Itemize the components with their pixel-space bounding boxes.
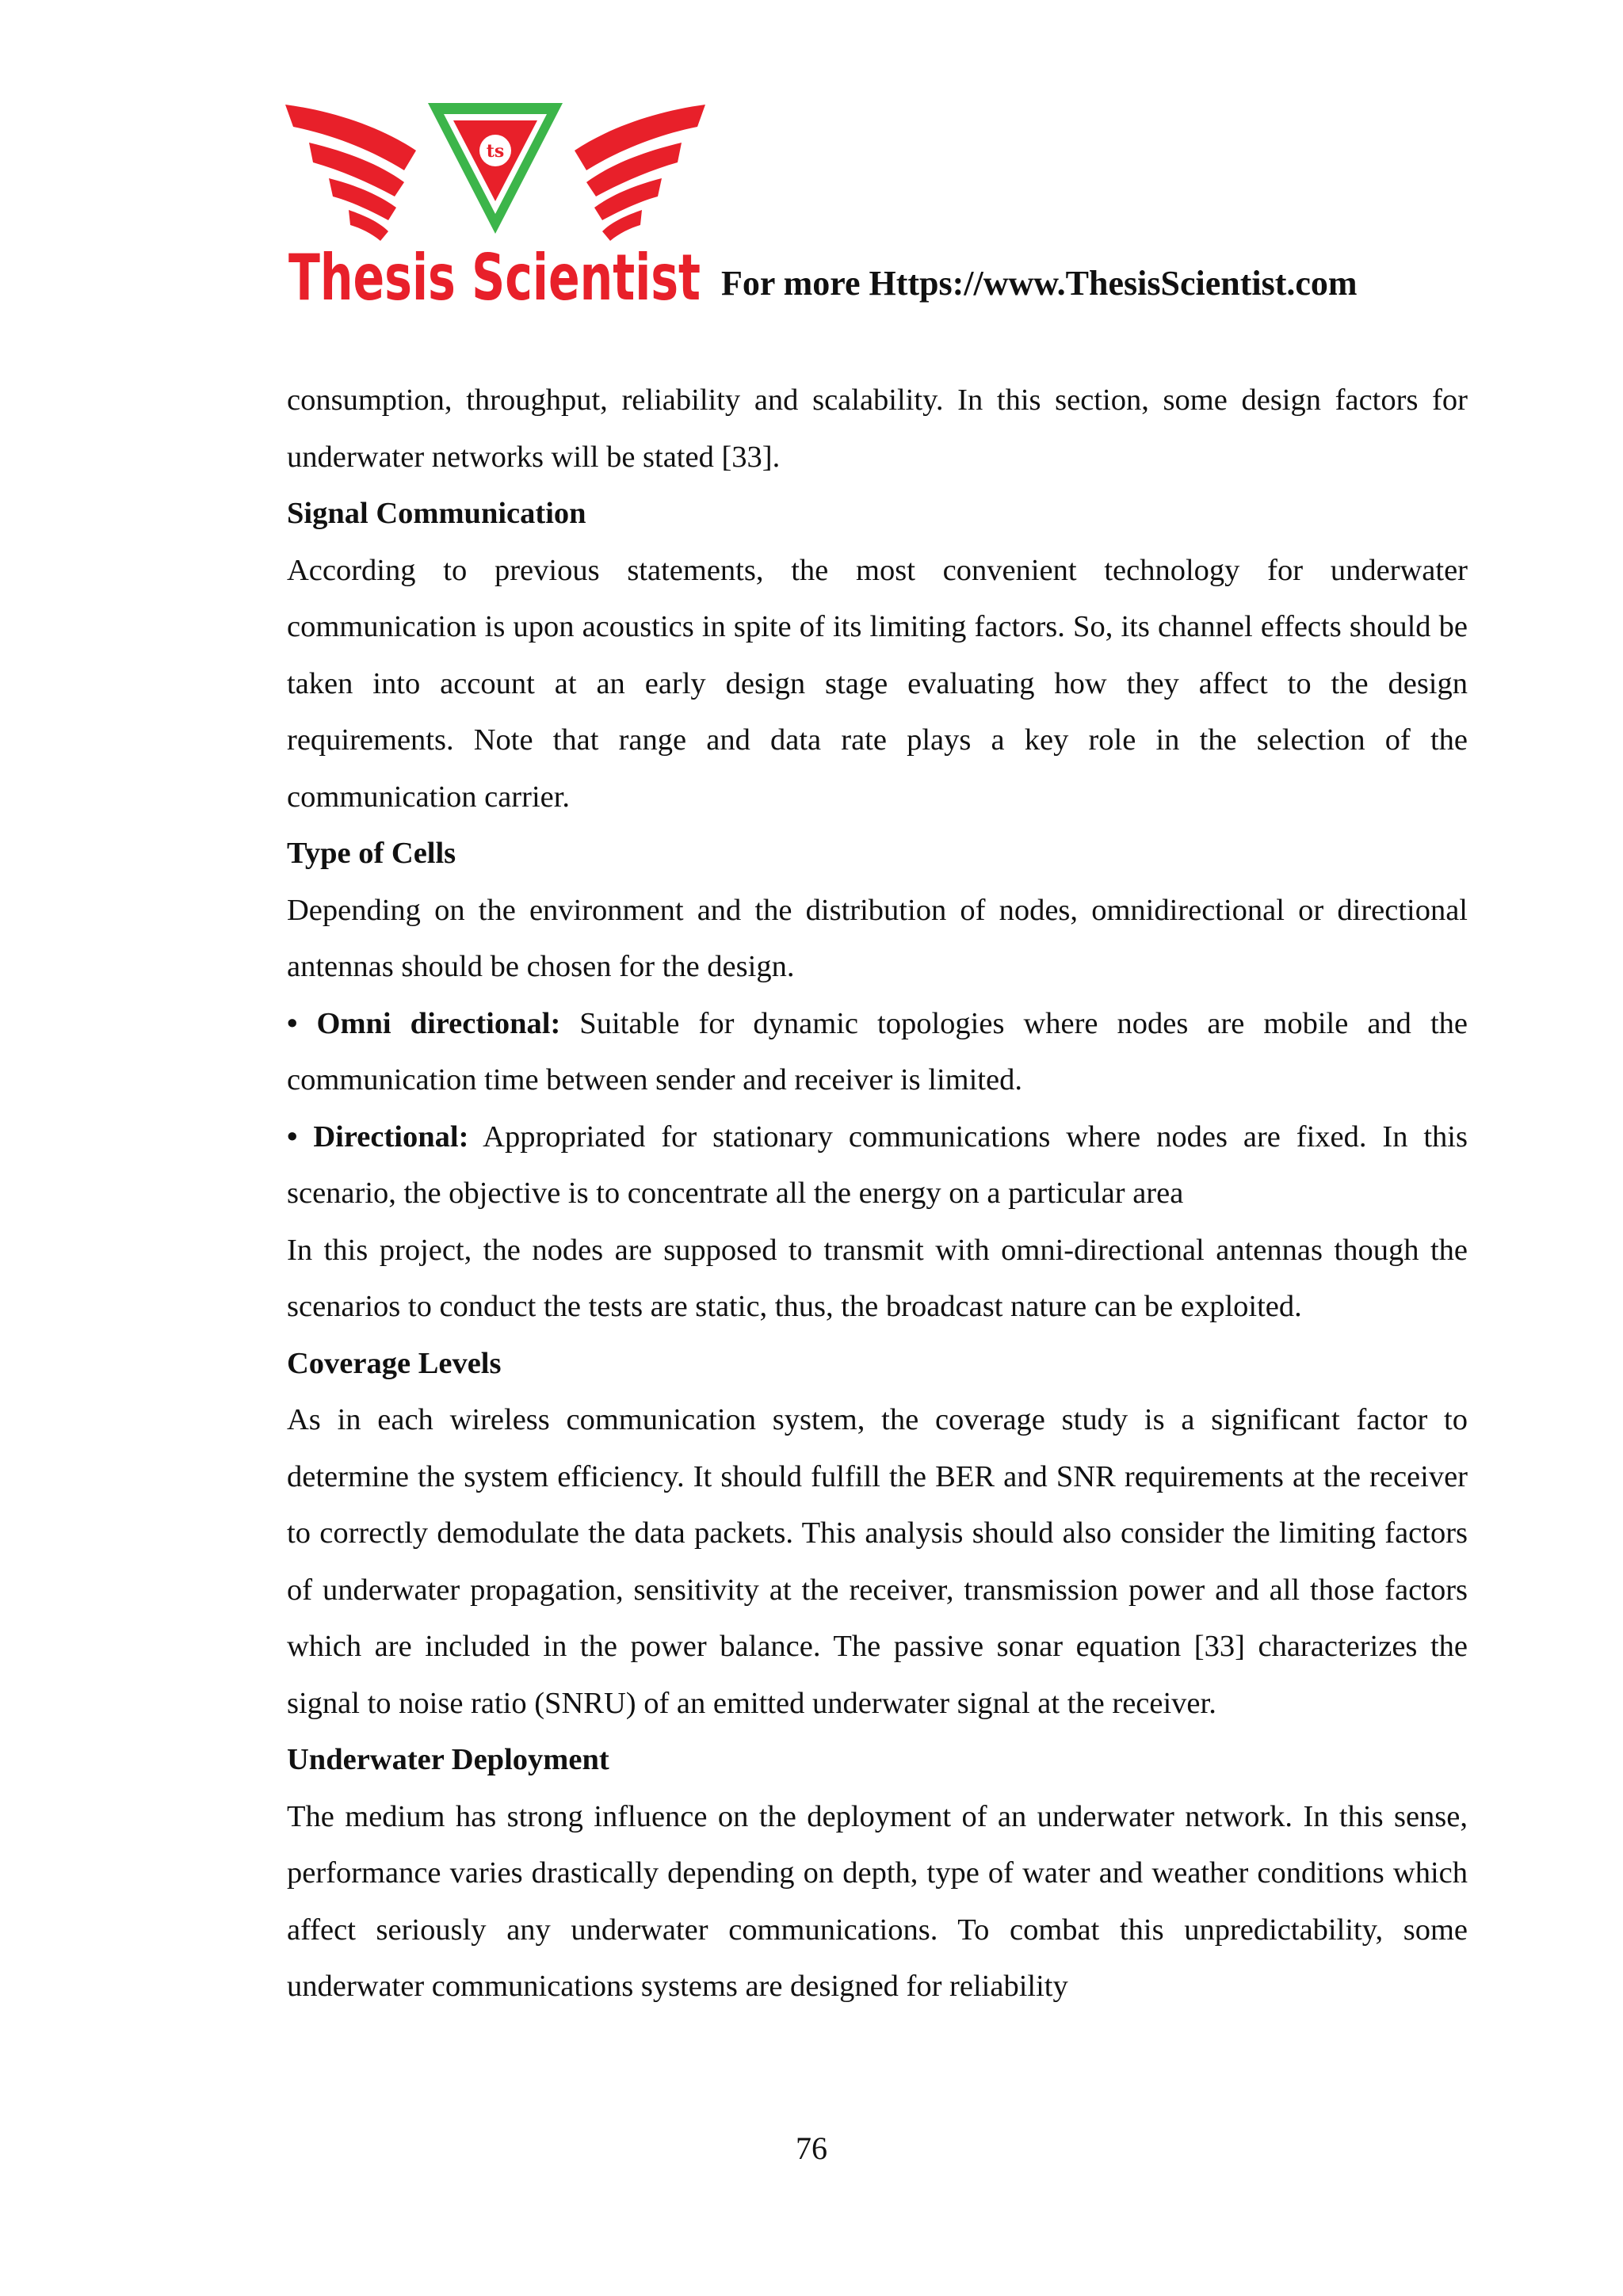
bullet-omni-label: • Omni directional: <box>287 1006 561 1040</box>
logo-graphic <box>285 95 705 315</box>
website-link[interactable]: For more Https://www.ThesisScientist.com <box>721 264 1358 303</box>
svg-text:ts: ts <box>486 141 505 162</box>
heading-signal-communication: Signal Communication <box>287 497 586 530</box>
coverage-paragraph: As in each wireless communication system, the coverage study is a significant factor to determine the system efficiency. It should fulfill the BER and SNR requirements at the receiver to correctly demodulate the data packets. This analysis should also consider the limiting factors of underwater propagation, sensitivity at the receiver, transmission power and all those factors which are included in the power balance. The passive sonar equation [33] characterizes the signal to noise ratio (SNRU) of an emitted underwater signal at the receiver. <box>287 1403 1468 1720</box>
right-wing-icon <box>575 105 705 241</box>
signal-paragraph: According to previous statements, the most convenient technology for underwater communication is upon acoustics in spite of its limiting factors. So, its channel effects should be taken into account at an early design stage evaluating how they affect to the design requirements. Note that range and data rate plays a key role in the selection of the communication carrier. <box>287 553 1468 814</box>
heading-coverage-levels: Coverage Levels <box>287 1346 502 1380</box>
cells-paragraph: Depending on the environment and the distribution of nodes, omnidirectional or directional antennas should be chosen for the design. <box>287 893 1468 983</box>
bullet-omni-text: Suitable for dynamic topologies where nodes are mobile and the communication time between sender and receiver is limited. <box>287 1006 1468 1097</box>
heading-type-of-cells: Type of Cells <box>287 837 456 870</box>
heading-underwater-deployment: Underwater Deployment <box>287 1743 609 1776</box>
triangle-emblem-icon <box>428 103 563 234</box>
deployment-paragraph: The medium has strong influence on the deployment of an underwater network. In this sense, performance varies drastically depending on depth, type of water and weather conditions which affect seriously any underwater communications. To combat this unpredictability, some underwater communications systems are designed for reliability <box>287 1799 1468 2003</box>
thesis-scientist-logo <box>285 95 705 315</box>
intro-paragraph: consumption, throughput, reliability and scalability. In this section, some design factors for underwater networks will be stated [33]. <box>287 383 1468 474</box>
project-paragraph: In this project, the nodes are supposed to transmit with omni-directional antennas though the scenarios to conduct the tests are static, thus, the broadcast nature can be exploited. <box>287 1233 1468 1323</box>
left-wing-icon <box>285 105 416 241</box>
bullet-omni-directional <box>287 996 1468 1109</box>
page-header <box>285 95 1474 317</box>
document-body <box>287 372 1468 2016</box>
bullet-directional-label: • Directional: <box>287 1119 469 1154</box>
page-number: 76 <box>796 2130 827 2166</box>
bullet-directional-text: Appropriated for stationary communications where nodes are fixed. In this scenario, the objective is to concentrate all the energy on a particular area <box>287 1119 1468 1210</box>
bullet-directional <box>287 1109 1468 1222</box>
logo-text: Thesis Scientist <box>288 241 701 315</box>
